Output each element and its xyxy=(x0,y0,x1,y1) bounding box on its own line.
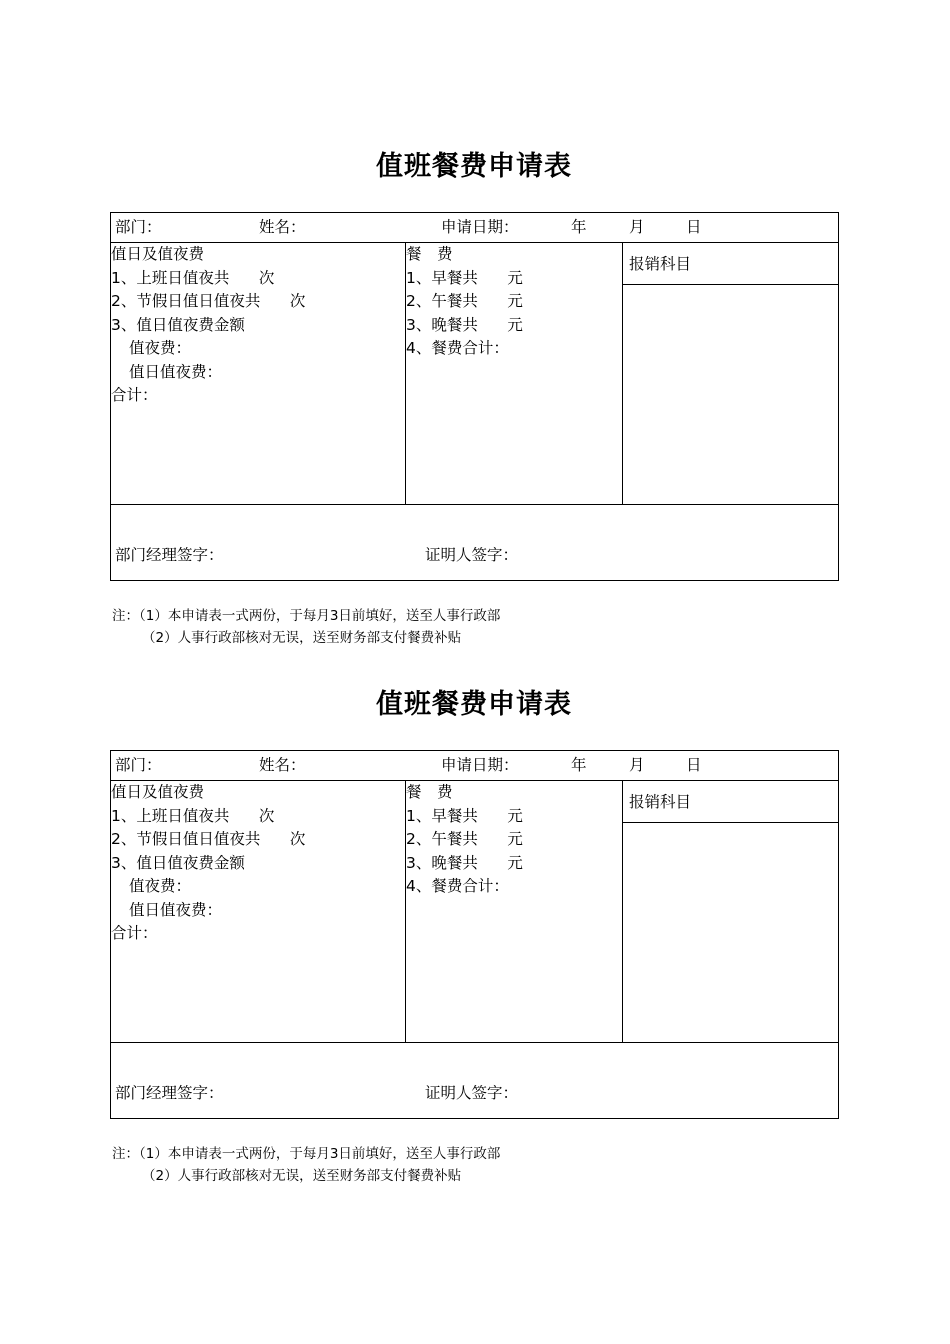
page-title-2: 值班餐费申请表 xyxy=(376,689,572,720)
reimbursement-subject-input[interactable] xyxy=(623,823,838,1041)
witness-signature-label[interactable]: 证明人签字： xyxy=(425,1084,519,1102)
apply-date-label: 申请日期： xyxy=(441,218,519,236)
meal-line-2: 2、午餐共 元 xyxy=(406,292,523,310)
duty-day-night-fee-label: 值日值夜费： xyxy=(129,362,223,381)
meal-section-heading: 餐 费 xyxy=(406,245,453,263)
table-row-body xyxy=(111,781,839,1043)
duty-line-1: 1、上班日值夜共 次 xyxy=(111,268,275,287)
table-row-header xyxy=(111,751,839,781)
table-row-header xyxy=(111,213,839,243)
duty-fee-cell[interactable] xyxy=(111,243,406,505)
apply-date-label: 申请日期： xyxy=(441,756,519,774)
name-label: 姓名： xyxy=(259,218,306,236)
notes-prefix: 注： xyxy=(112,608,139,624)
duty-night-fee-label: 值夜费： xyxy=(129,339,192,357)
duty-line-2: 2、节假日值日值夜共 次 xyxy=(111,830,306,848)
table-row-signature xyxy=(111,1043,839,1119)
signature-cell xyxy=(111,1043,839,1119)
notes-prefix: 注： xyxy=(112,1146,139,1162)
duty-meal-form-table xyxy=(110,212,839,581)
duty-section-heading: 值日及值夜费 xyxy=(111,245,205,263)
department-label: 部门： xyxy=(115,218,162,236)
meal-line-3: 3、晚餐共 元 xyxy=(406,853,523,872)
duty-day-night-fee-label: 值日值夜费： xyxy=(129,900,223,919)
duty-night-fee-label: 值夜费： xyxy=(129,877,192,895)
duty-fee-cell[interactable] xyxy=(111,781,406,1043)
form-header-cell xyxy=(111,751,839,781)
manager-signature-label[interactable]: 部门经理签字： xyxy=(115,546,224,564)
form-copy-2 xyxy=(110,688,838,1187)
meal-line-1: 1、早餐共 元 xyxy=(406,806,523,825)
manager-signature-label[interactable]: 部门经理签字： xyxy=(115,1084,224,1102)
note-item-2: （2）人事行政部核对无误，送至财务部支付餐费补贴 xyxy=(142,630,462,646)
meal-total-label: 4、餐费合计： xyxy=(406,877,509,895)
reimbursement-subject-cell xyxy=(623,243,839,505)
form-notes xyxy=(110,605,838,649)
note-item-1: （1）本申请表一式两份，于每月3日前填好，送至人事行政部 xyxy=(139,1146,501,1162)
duty-total-label: 合计： xyxy=(111,924,158,942)
month-label: 月 xyxy=(629,756,645,774)
duty-section-heading: 值日及值夜费 xyxy=(111,783,205,801)
page-title: 值班餐费申请表 xyxy=(376,151,572,182)
year-label: 年 xyxy=(571,756,587,774)
day-label: 日 xyxy=(686,756,702,774)
meal-fee-cell[interactable] xyxy=(406,781,623,1043)
reimbursement-subject-label: 报销科目 xyxy=(623,781,838,823)
meal-line-3: 3、晚餐共 元 xyxy=(406,315,523,334)
month-label: 月 xyxy=(629,218,645,236)
table-row-signature xyxy=(111,505,839,581)
reimbursement-subject-input[interactable] xyxy=(623,285,838,503)
duty-line-3: 3、值日值夜费金额 xyxy=(111,315,245,334)
form-header-cell xyxy=(111,213,839,243)
duty-total-label: 合计： xyxy=(111,386,158,404)
meal-section-heading: 餐 费 xyxy=(406,783,453,801)
meal-line-1: 1、早餐共 元 xyxy=(406,268,523,287)
meal-total-label: 4、餐费合计： xyxy=(406,339,509,357)
reimbursement-subject-cell xyxy=(623,781,839,1043)
witness-signature-label[interactable]: 证明人签字： xyxy=(425,546,519,564)
year-label: 年 xyxy=(571,218,587,236)
department-label: 部门： xyxy=(115,756,162,774)
form-copy-1 xyxy=(110,150,838,649)
meal-fee-cell[interactable] xyxy=(406,243,623,505)
form-notes-2 xyxy=(110,1143,838,1187)
note-item-2: （2）人事行政部核对无误，送至财务部支付餐费补贴 xyxy=(142,1168,462,1184)
duty-line-2: 2、节假日值日值夜共 次 xyxy=(111,292,306,310)
name-label: 姓名： xyxy=(259,756,306,774)
duty-line-1: 1、上班日值夜共 次 xyxy=(111,806,275,825)
note-item-1: （1）本申请表一式两份，于每月3日前填好，送至人事行政部 xyxy=(139,608,501,624)
day-label: 日 xyxy=(686,218,702,236)
table-row-body xyxy=(111,243,839,505)
meal-line-2: 2、午餐共 元 xyxy=(406,830,523,848)
signature-cell xyxy=(111,505,839,581)
duty-line-3: 3、值日值夜费金额 xyxy=(111,853,245,872)
reimbursement-subject-label: 报销科目 xyxy=(623,243,838,285)
duty-meal-form-table-2 xyxy=(110,750,839,1119)
